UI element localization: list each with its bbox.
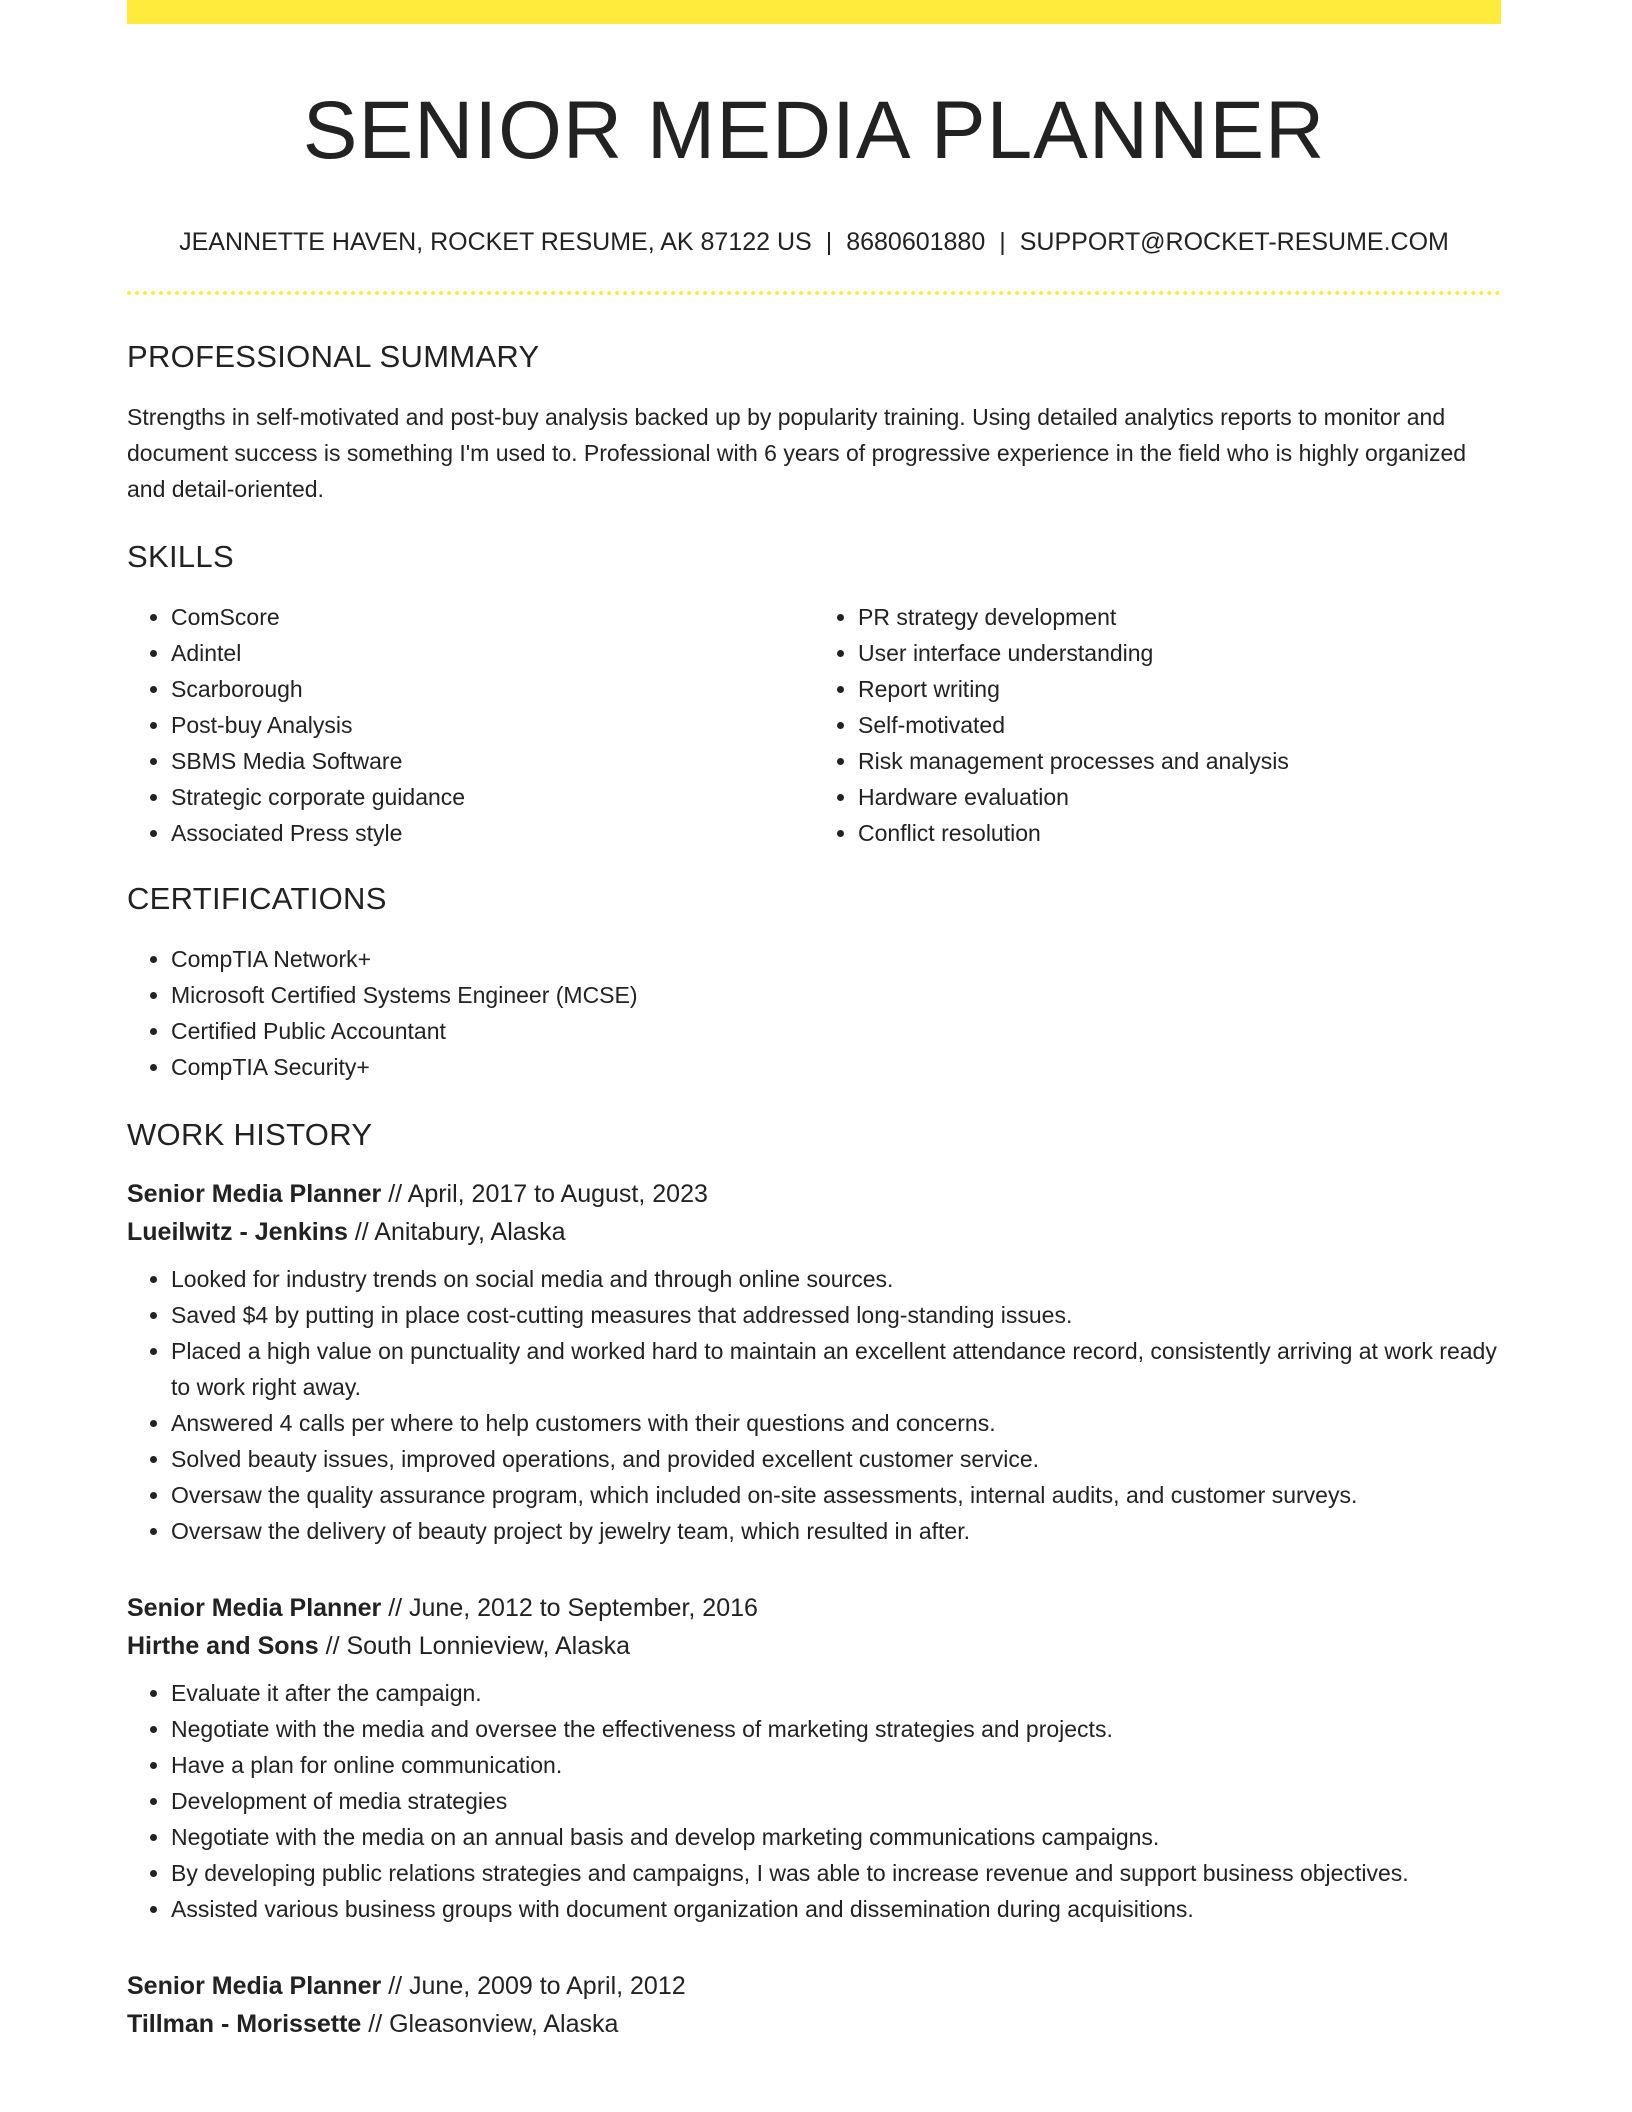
job-bullet: • Assisted various business groups with document organization and dissemination during acquisitions. xyxy=(171,1891,1501,1927)
certifications-list xyxy=(127,941,1501,1085)
skill-item: • SBMS Media Software xyxy=(171,743,814,779)
resume-page xyxy=(127,0,1501,2043)
skills-left-list xyxy=(127,599,814,851)
skills-section xyxy=(127,539,1501,851)
job-bullet: • Solved beauty issues, improved operations, and provided excellent customer service. xyxy=(171,1441,1501,1477)
job-bullets xyxy=(127,1675,1501,1927)
section-heading: CERTIFICATIONS xyxy=(127,881,387,917)
job-company: Tillman - Morissette xyxy=(127,2010,362,2039)
job-entry xyxy=(127,1589,1501,1927)
job-bullet: • Evaluate it after the campaign. xyxy=(171,1675,1501,1711)
skill-item: • Conflict resolution xyxy=(858,815,1501,851)
section-heading: WORK HISTORY xyxy=(127,1117,373,1153)
skill-item: • Self-motivated xyxy=(858,707,1501,743)
job-dates: // June, 2012 to September, 2016 xyxy=(381,1594,758,1623)
job-bullet: • Placed a high value on punctuality and worked hard to maintain an excellent attendance record, consistently arriving at work ready to work right away. xyxy=(171,1333,1501,1405)
job-bullet: • Negotiate with the media and oversee the effectiveness of marketing strategies and projects. xyxy=(171,1711,1501,1747)
job-title: Senior Media Planner xyxy=(127,1594,382,1623)
certification-item: • Certified Public Accountant xyxy=(171,1013,1501,1049)
skill-item: • Associated Press style xyxy=(171,815,814,851)
certification-item: • CompTIA Security+ xyxy=(171,1049,1501,1085)
contact-separator: | xyxy=(999,228,1006,257)
job-location: // South Lonnieview, Alaska xyxy=(318,1632,631,1661)
job-dates: // April, 2017 to August, 2023 xyxy=(381,1180,708,1209)
job-bullet: • By developing public relations strategies and campaigns, I was able to increase revenue and support business objectives. xyxy=(171,1855,1501,1891)
skill-item: • PR strategy development xyxy=(858,599,1501,635)
contact-line xyxy=(127,228,1501,257)
job-entry xyxy=(127,1967,1501,2043)
job-title: Senior Media Planner xyxy=(127,1180,382,1209)
job-company-line xyxy=(127,1627,1501,1665)
skill-item: • ComScore xyxy=(171,599,814,635)
certification-item: • CompTIA Network+ xyxy=(171,941,1501,977)
summary-text: Strengths in self-motivated and post-buy analysis backed up by popularity training. Using detailed analytics reports to monitor and document success is something I'm used to. Professional with 6 years of progressive experience in the field who is highly organized and detail-oriented. xyxy=(127,404,1467,503)
work-history-section xyxy=(127,1117,1501,2043)
job-bullet: • Saved $4 by putting in place cost-cutting measures that addressed long-standing issues. xyxy=(171,1297,1501,1333)
job-company-line xyxy=(127,1213,1501,1251)
contact-phone: 8680601880 xyxy=(846,228,986,257)
job-bullet: • Have a plan for online communication. xyxy=(171,1747,1501,1783)
skill-item: • Adintel xyxy=(171,635,814,671)
certifications-section xyxy=(127,881,1501,1085)
job-company: Hirthe and Sons xyxy=(127,1632,319,1661)
skill-item: • Strategic corporate guidance xyxy=(171,779,814,815)
skill-item: • User interface understanding xyxy=(858,635,1501,671)
section-heading: PROFESSIONAL SUMMARY xyxy=(127,339,540,375)
job-company-line xyxy=(127,2005,1501,2043)
job-title: Senior Media Planner xyxy=(127,1972,382,2001)
job-bullet: • Oversaw the quality assurance program, which included on-site assessments, internal audits, and customer surveys. xyxy=(171,1477,1501,1513)
skills-columns xyxy=(127,599,1501,851)
job-bullet: • Answered 4 calls per where to help customers with their questions and concerns. xyxy=(171,1405,1501,1441)
skill-item: • Post-buy Analysis xyxy=(171,707,814,743)
job-bullet: • Oversaw the delivery of beauty project by jewelry team, which resulted in after. xyxy=(171,1513,1501,1549)
top-accent-bar xyxy=(127,0,1501,24)
skills-right-list xyxy=(814,599,1501,851)
job-title-line xyxy=(127,1175,1501,1213)
job-location: // Gleasonview, Alaska xyxy=(361,2010,619,2039)
skill-item: • Scarborough xyxy=(171,671,814,707)
section-heading: SKILLS xyxy=(127,539,234,575)
job-dates: // June, 2009 to April, 2012 xyxy=(381,1972,686,2001)
job-bullets xyxy=(127,1261,1501,1549)
dotted-divider xyxy=(127,291,1501,295)
job-title-line xyxy=(127,1589,1501,1627)
skill-item: • Hardware evaluation xyxy=(858,779,1501,815)
contact-address: JEANNETTE HAVEN, ROCKET RESUME, AK 87122 US xyxy=(179,228,812,257)
summary-section xyxy=(127,339,1501,507)
contact-email: SUPPORT@ROCKET-RESUME.COM xyxy=(1019,228,1449,257)
job-bullet: • Looked for industry trends on social media and through online sources. xyxy=(171,1261,1501,1297)
skill-item: • Report writing xyxy=(858,671,1501,707)
contact-separator: | xyxy=(825,228,833,257)
job-location: // Anitabury, Alaska xyxy=(347,1218,566,1247)
job-title-line xyxy=(127,1967,1501,2005)
page-title: SENIOR MEDIA PLANNER xyxy=(302,85,1326,176)
job-bullet: • Development of media strategies xyxy=(171,1783,1501,1819)
job-entry xyxy=(127,1175,1501,1549)
certification-item: • Microsoft Certified Systems Engineer (MCSE) xyxy=(171,977,1501,1013)
job-bullet: • Negotiate with the media on an annual basis and develop marketing communications campaigns. xyxy=(171,1819,1501,1855)
skill-item: • Risk management processes and analysis xyxy=(858,743,1501,779)
job-company: Lueilwitz - Jenkins xyxy=(127,1218,348,1247)
